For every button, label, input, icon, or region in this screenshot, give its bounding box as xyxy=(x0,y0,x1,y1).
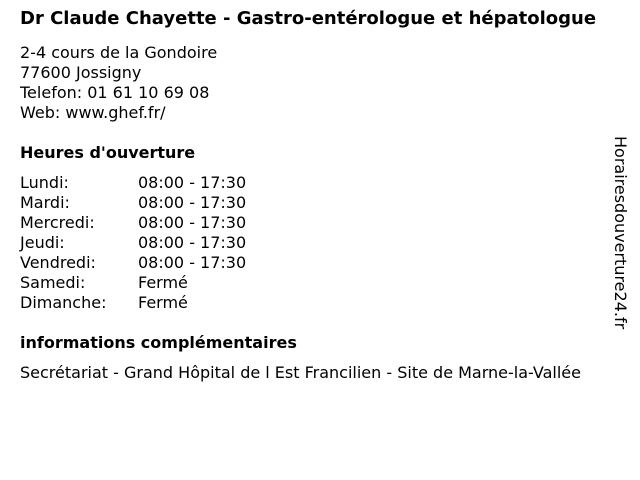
hours-day: Mercredi: xyxy=(20,213,95,232)
hours-row xyxy=(20,233,598,253)
hours-time: 08:00 - 17:30 xyxy=(138,233,247,252)
phone-number: Telefon: 01 61 10 69 08 xyxy=(20,83,210,102)
hours-row xyxy=(20,273,598,293)
hours-row xyxy=(20,293,598,313)
hours-time: 08:00 - 17:30 xyxy=(138,173,247,192)
hours-time: 08:00 - 17:30 xyxy=(138,213,247,232)
hours-heading: Heures d'ouverture xyxy=(20,143,196,162)
page-title: Dr Claude Chayette - Gastro-entérologue et hépatologue xyxy=(20,8,597,29)
hours-time: 08:00 - 17:30 xyxy=(138,253,247,272)
hours-day: Dimanche: xyxy=(20,293,107,312)
hours-day: Vendredi: xyxy=(20,253,96,272)
hours-day: Samedi: xyxy=(20,273,86,292)
hours-row xyxy=(20,193,598,213)
hours-row xyxy=(20,173,598,193)
address-block xyxy=(20,43,598,123)
business-listing xyxy=(20,8,598,383)
opening-hours-table xyxy=(20,173,598,313)
website: Web: www.ghef.fr/ xyxy=(20,103,166,122)
site-watermark: Horairesdouverture24.fr xyxy=(611,136,630,330)
city-postcode: 77600 Jossigny xyxy=(20,63,142,82)
hours-time: Fermé xyxy=(138,293,188,312)
hours-row xyxy=(20,253,598,273)
hours-time: 08:00 - 17:30 xyxy=(138,193,247,212)
street-address: 2-4 cours de la Gondoire xyxy=(20,43,218,62)
hours-day: Lundi: xyxy=(20,173,69,192)
hours-day: Jeudi: xyxy=(20,233,65,252)
info-heading: informations complémentaires xyxy=(20,333,297,352)
hours-row xyxy=(20,213,598,233)
info-text: Secrétariat - Grand Hôpital de l Est Francilien - Site de Marne-la-Vallée xyxy=(20,363,581,382)
hours-day: Mardi: xyxy=(20,193,70,212)
hours-time: Fermé xyxy=(138,273,188,292)
